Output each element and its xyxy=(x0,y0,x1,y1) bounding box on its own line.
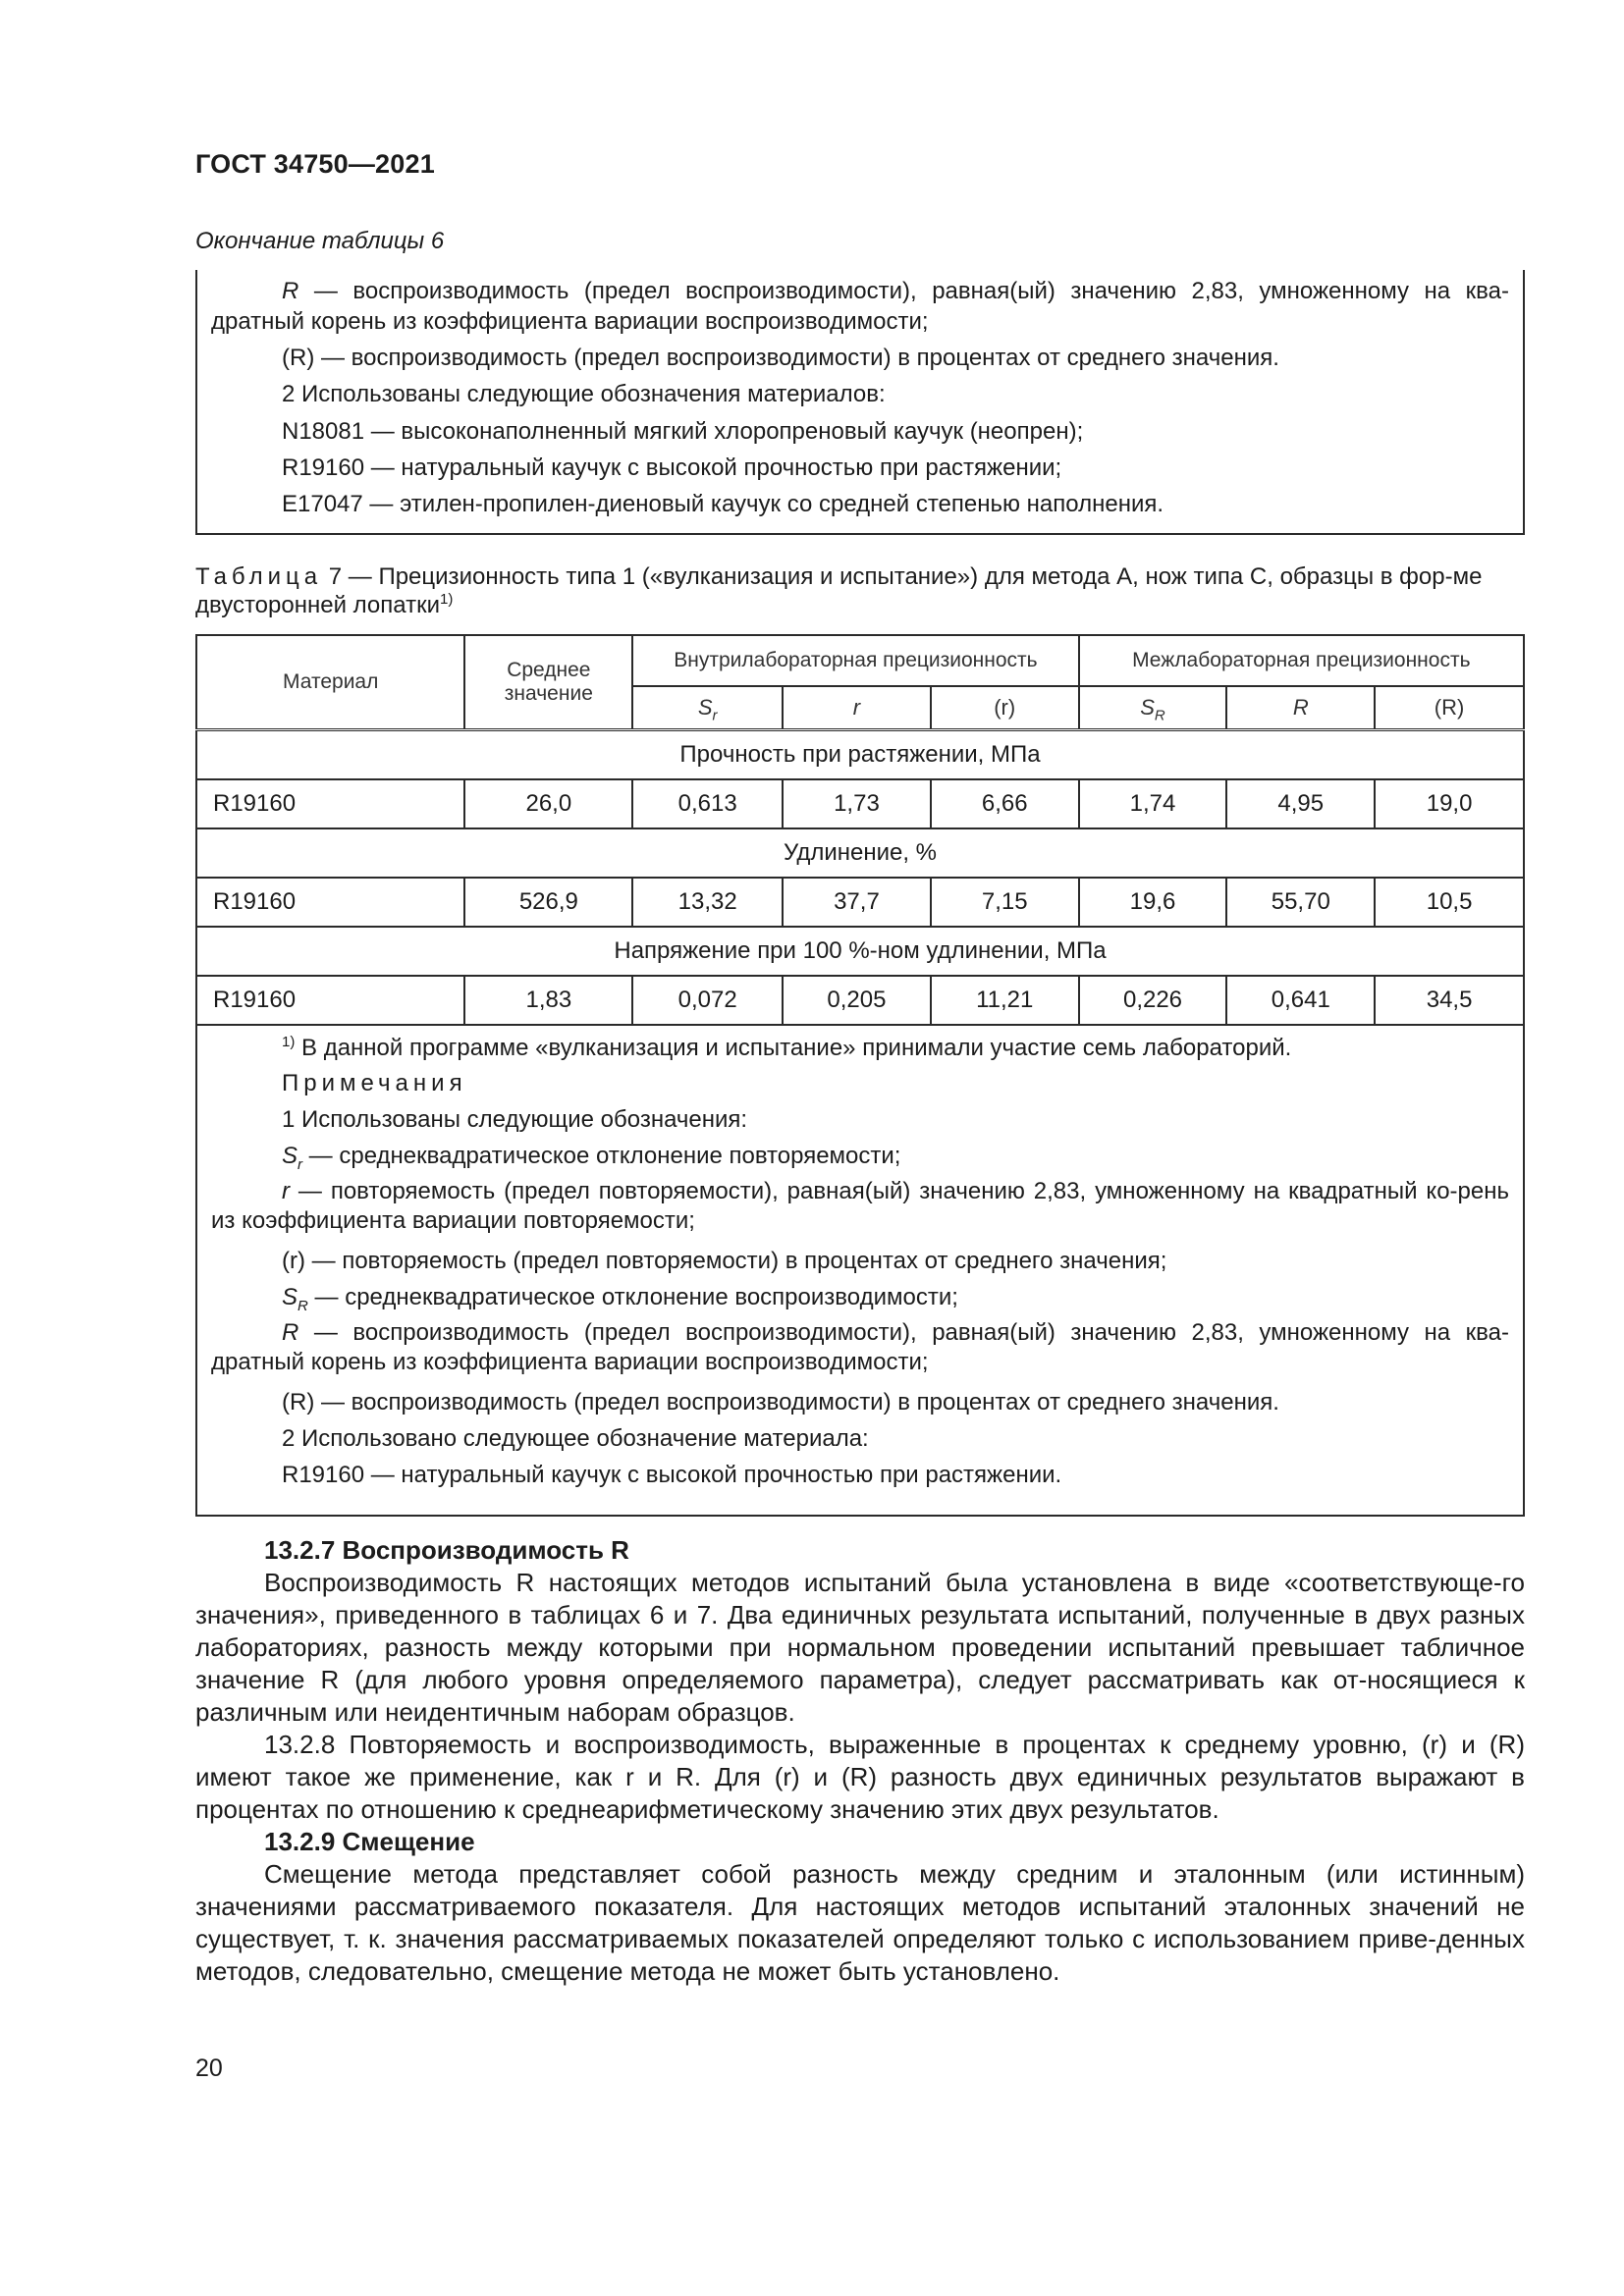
note-line: R19160 — натуральный каучук с высокой прочностью при растяжении. xyxy=(282,1462,1062,1488)
table-row xyxy=(196,878,1524,927)
paragraph: Смещение метода представляет собой разность между средним и эталонным (или истинным) значениями рассматриваемого показателя. Для настоящих методов испытаний эталонных значений не существует, т. к. значения рассматриваемых показателей определяют только с использованием приве-денных методов, следовательно, смещение метода не может быть установлено. xyxy=(195,1859,1525,1986)
note-line: (r) — повторяемость (предел повторяемости) в процентах от среднего значения; xyxy=(282,1248,1167,1274)
header-r-pct: (r) xyxy=(931,686,1079,730)
cell: 0,613 xyxy=(632,779,783,828)
cell: 10,5 xyxy=(1375,878,1524,927)
cell: 0,205 xyxy=(783,976,931,1025)
cell: 526,9 xyxy=(464,878,632,927)
header-r: r xyxy=(783,686,931,730)
note-line: $S_R$ — среднеквадратическое отклонение воспроизводимости; xyxy=(282,1284,958,1314)
note-line: R — воспроизводимость (предел воспроизводимости), равная(ый) значению 2,83, умноженному на ква-дратный корень из коэффициента вариации воспроизводимости; xyxy=(211,1319,1509,1375)
cell: R19160 xyxy=(196,976,464,1025)
header-R: R xyxy=(1226,686,1375,730)
paragraph: Воспроизводимость R настоящих методов испытаний была установлена в виде «соответствующе-го значения», приведенного в таблицах 6 и 7. Два единичных результата испытаний, полученные в двух разных лабораториях, разность между которыми при нормальном проведении испытаний превышает табличное значение R (для любого уровня определяемого параметра), следует рассматривать как от-носящиеся к различным или неидентичным наборам образцов. xyxy=(195,1568,1525,1727)
cell: 6,66 xyxy=(931,779,1079,828)
cell: 34,5 xyxy=(1375,976,1524,1025)
table6-note-line: R — воспроизводимость (предел воспроизводимости), равная(ый) значению 2,83, умноженному на ква- xyxy=(282,278,1509,304)
cell: 37,7 xyxy=(783,878,931,927)
page-number: 20 xyxy=(195,2055,223,2082)
table-continuation-label: Окончание таблицы 6 xyxy=(195,228,445,254)
cell: 55,70 xyxy=(1226,878,1375,927)
section-title: Прочность при растяжении, МПа xyxy=(196,730,1524,780)
cell: 19,6 xyxy=(1079,878,1227,927)
table6-note-line: 2 Использованы следующие обозначения материалов: xyxy=(282,381,886,407)
precision-table-7 xyxy=(195,634,1525,1517)
table6-note-line: E17047 — этилен-пропилен-диеновый каучук со средней степенью наполнения. xyxy=(282,491,1164,517)
header-R-pct: (R) xyxy=(1375,686,1524,730)
table-row xyxy=(196,976,1524,1025)
note-line: 1 Использованы следующие обозначения: xyxy=(282,1106,748,1133)
note-line: r — повторяемость (предел повторяемости), равная(ый) значению 2,83, умноженному на квадратный ко-рень из коэффициента вариации повторяемости; xyxy=(211,1178,1509,1234)
note-line: (R) — воспроизводимость (предел воспроизводимости) в процентах от среднего значения. xyxy=(282,1389,1279,1415)
note-line: $S_r$ — среднеквадратическое отклонение повторяемости; xyxy=(282,1143,901,1173)
header-sR: $S_R$ xyxy=(1079,686,1227,730)
table6-tail-box xyxy=(195,270,1525,535)
cell: 26,0 xyxy=(464,779,632,828)
header-between-lab: Межлабораторная прецизионность xyxy=(1079,635,1524,686)
notes-title: Примечания xyxy=(282,1070,467,1096)
cell: R19160 xyxy=(196,779,464,828)
header-material: Материал xyxy=(196,635,464,730)
cell: 0,641 xyxy=(1226,976,1375,1025)
table6-note-line: R19160 — натуральный каучук с высокой прочностью при растяжении; xyxy=(282,454,1062,481)
table-row xyxy=(196,779,1524,828)
header-sr: $S_r$ xyxy=(632,686,783,730)
section-heading-13-2-7: 13.2.7 Воспроизводимость R xyxy=(264,1535,629,1565)
section-heading-13-2-9: 13.2.9 Смещение xyxy=(264,1827,475,1856)
cell: 1,83 xyxy=(464,976,632,1025)
cell: 1,73 xyxy=(783,779,931,828)
section-title: Удлинение, % xyxy=(196,828,1524,878)
cell: 0,226 xyxy=(1079,976,1227,1025)
cell: R19160 xyxy=(196,878,464,927)
paragraph: 13.2.8 Повторяемость и воспроизводимость, выраженные в процентах к среднему уровню, (r) и (R) имеют такое же применение, как r и R. Для (r) и (R) разность двух единичных результатов выражают в процентах по отношению к среднеарифметическому значению этих двух результатов. xyxy=(195,1730,1525,1824)
header-within-lab: Внутрилабораторная прецизионность xyxy=(632,635,1078,686)
cell: 0,072 xyxy=(632,976,783,1025)
table6-note-line: N18081 — высоконаполненный мягкий хлоропреновый каучук (неопрен); xyxy=(282,418,1084,445)
table7-caption: Таблица 7 — Прецизионность типа 1 («вулканизация и испытание») для метода А, нож типа С, образцы в фор-ме двусторонней лопатки$^{1)}$ xyxy=(195,563,1483,618)
cell: 7,15 xyxy=(931,878,1079,927)
header-mean: Среднее значение xyxy=(464,635,632,730)
document-id: ГОСТ 34750—2021 xyxy=(195,149,435,179)
cell: 4,95 xyxy=(1226,779,1375,828)
table6-note-line: дратный корень из коэффициента вариации воспроизводимости; xyxy=(211,308,929,335)
section-title: Напряжение при 100 %-ном удлинении, МПа xyxy=(196,927,1524,976)
cell: 13,32 xyxy=(632,878,783,927)
body-text xyxy=(195,1534,1525,1988)
cell: 1,74 xyxy=(1079,779,1227,828)
table6-note-line: (R) — воспроизводимость (предел воспроизводимости) в процентах от среднего значения. xyxy=(282,345,1279,371)
note-line: 2 Использовано следующее обозначение материала: xyxy=(282,1425,869,1452)
table-notes xyxy=(196,1025,1524,1516)
cell: 11,21 xyxy=(931,976,1079,1025)
cell: 19,0 xyxy=(1375,779,1524,828)
footnote: $^{1)}$ В данной программе «вулканизация и испытание» принимали участие семь лабораторий. xyxy=(282,1034,1292,1061)
